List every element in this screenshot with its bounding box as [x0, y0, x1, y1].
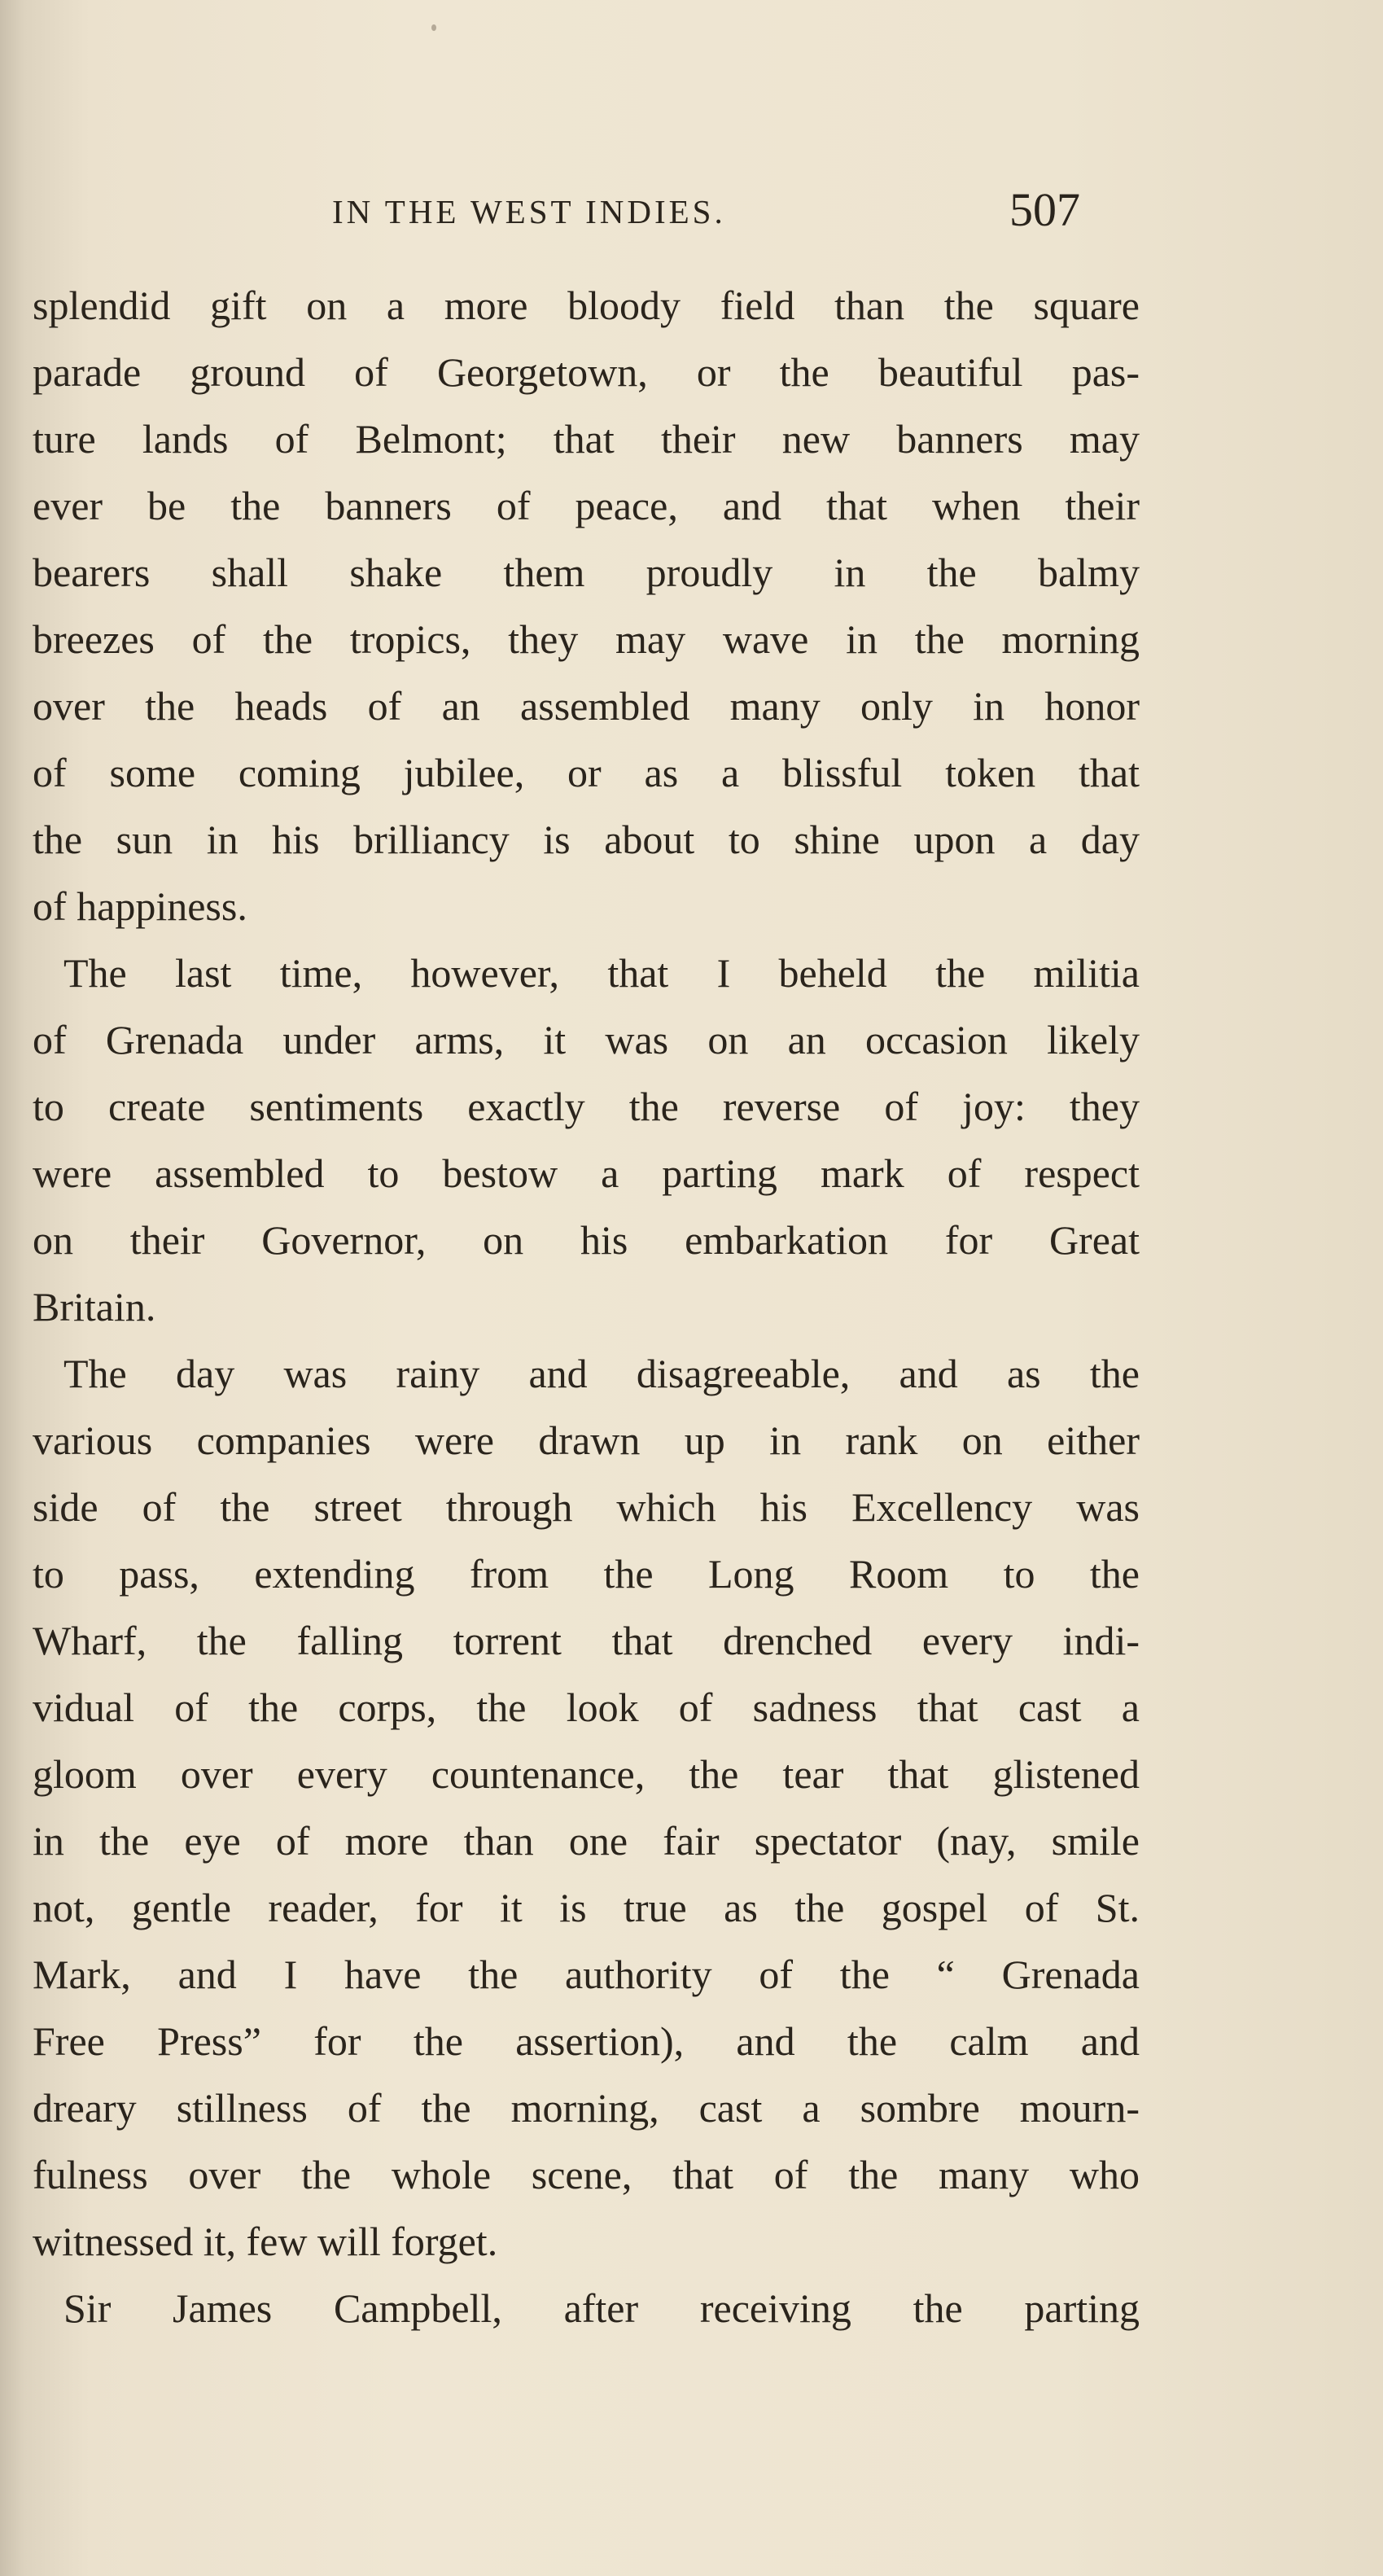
text-line: vidual of the corps, the look of sadness that cast a: [33, 1684, 1140, 1730]
text-line: Wharf, the falling torrent that drenched every indi-: [33, 1618, 1140, 1663]
text-line: Sir James Campbell, after receiving the parting: [63, 2285, 1140, 2331]
text-line: splendid gift on a more bloody field than the square: [33, 283, 1140, 328]
text-line: Britain.: [33, 1284, 156, 1330]
page-number: 507: [1009, 183, 1080, 236]
text-line: not, gentle reader, for it is true as the gospel of St.: [33, 1885, 1140, 1930]
text-line: gloom over every countenance, the tear that glistened: [33, 1751, 1140, 1797]
text-line: witnessed it, few will forget.: [33, 2219, 498, 2264]
running-head: IN THE WEST INDIES.: [332, 193, 726, 230]
text-line: over the heads of an assembled many only in honor: [33, 683, 1140, 729]
text-line: The last time, however, that I beheld the militia: [63, 950, 1140, 996]
text-line: ture lands of Belmont; that their new banners may: [33, 416, 1140, 462]
text-line: on their Governor, on his embarkation for Great: [33, 1217, 1140, 1263]
text-line: side of the street through which his Excellency was: [33, 1484, 1140, 1530]
text-line: of happiness.: [33, 883, 247, 929]
text-line: The day was rainy and disagreeable, and as the: [63, 1351, 1140, 1396]
text-line: in the eye of more than one fair spectator (nay, smile: [33, 1818, 1140, 1864]
text-line: dreary stillness of the morning, cast a sombre mourn-: [33, 2085, 1140, 2131]
text-line: various companies were drawn up in rank on either: [33, 1417, 1140, 1463]
text-line: Free Press” for the assertion), and the calm and: [33, 2018, 1140, 2064]
text-line: were assembled to bestow a parting mark of respect: [33, 1150, 1140, 1196]
text-line: to create sentiments exactly the reverse of joy: they: [33, 1084, 1140, 1129]
text-line: parade ground of Georgetown, or the beautiful pas-: [33, 349, 1140, 395]
text-line: ever be the banners of peace, and that when their: [33, 483, 1140, 528]
text-line: breezes of the tropics, they may wave in the morning: [33, 616, 1140, 662]
text-line: of some coming jubilee, or as a blissful token that: [33, 750, 1140, 795]
paper-speck: [431, 24, 436, 31]
text-line: fulness over the whole scene, that of the many who: [33, 2152, 1140, 2197]
text-line: the sun in his brilliancy is about to shine upon a day: [33, 817, 1140, 862]
text-line: bearers shall shake them proudly in the balmy: [33, 550, 1140, 595]
text-line: to pass, extending from the Long Room to the: [33, 1551, 1140, 1597]
text-line: of Grenada under arms, it was on an occasion likely: [33, 1017, 1140, 1062]
text-line: Mark, and I have the authority of the “ Grenada: [33, 1952, 1140, 1997]
